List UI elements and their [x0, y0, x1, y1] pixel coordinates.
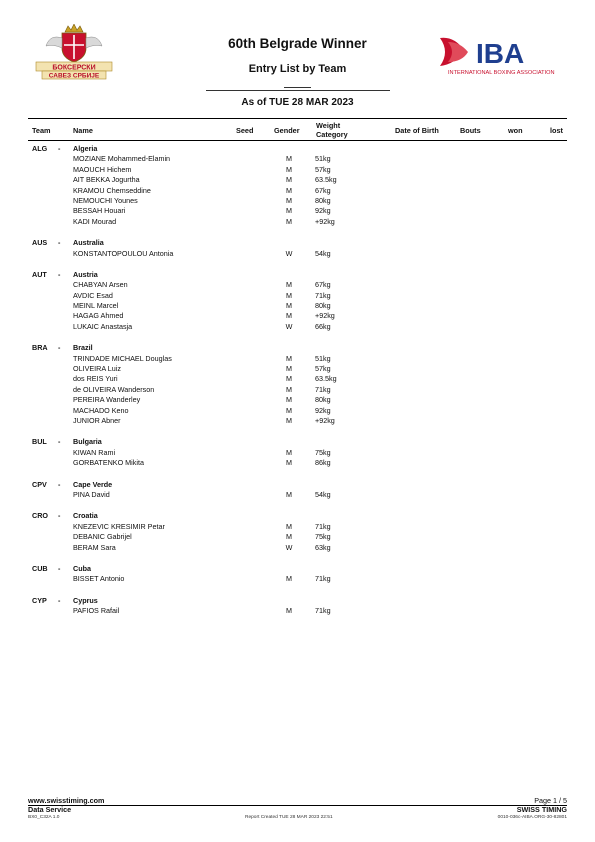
team-name: Cyprus — [73, 595, 98, 605]
column-header — [28, 118, 567, 141]
athlete-row: BERAM Sara W 63kg — [73, 542, 331, 552]
svg-text:IBA: IBA — [476, 38, 525, 69]
athlete-row: NEMOUCHI Younes M 80kg — [73, 195, 331, 205]
athlete-row: DEBANIC Gabrijel M 75kg — [73, 532, 331, 542]
team-name: Austria — [73, 269, 98, 279]
athlete-row: TRINDADE MICHAEL Douglas M 51kg — [73, 353, 331, 363]
report-code: BX0_C32A 1.0 — [28, 815, 60, 820]
athlete-row: JUNIOR Abner M +92kg — [73, 415, 335, 425]
svg-text:САВЕЗ СРБИЈЕ: САВЕЗ СРБИЈЕ — [48, 72, 100, 80]
iba-logo — [438, 34, 570, 76]
athlete-row: CHABYAN Arsen M 67kg — [73, 280, 331, 290]
athlete-row: KONSTANTOPOULOU Antonia W 54kg — [73, 248, 331, 258]
athlete-row: de OLIVEIRA Wanderson M 71kg — [73, 384, 331, 394]
svg-text:БОКСЕРСКИ: БОКСЕРСКИ — [52, 64, 96, 72]
data-service-label: Data Service — [28, 805, 72, 814]
team-block-aut — [28, 270, 567, 332]
team-block-cub — [28, 564, 567, 585]
athlete-row: PINA David M 54kg — [73, 489, 331, 499]
col-name: Name — [73, 126, 93, 135]
team-name: Brazil — [73, 343, 93, 353]
athlete-row: PEREIRA Wanderley M 80kg — [73, 395, 331, 405]
team-block-cyp — [28, 596, 567, 617]
footer-url[interactable]: www.swisstiming.com — [28, 796, 105, 805]
athlete-row: MEINL Marcel M 80kg — [73, 301, 331, 311]
as-of-date: As of TUE 28 MAR 2023 — [241, 97, 354, 108]
report-created: Report Created TUE 28 MAR 2023 22:51 — [245, 815, 333, 820]
team-row: ALG - Algeria — [32, 144, 98, 153]
athlete-row: MOZIANE Mohammed-Elamin M 51kg — [73, 154, 331, 164]
team-block-alg — [28, 144, 567, 227]
team-row: BRA - Brazil — [32, 343, 93, 353]
athlete-row: MAOUCH Hichem M 57kg — [73, 164, 331, 174]
team-code: CRO — [32, 511, 48, 521]
athlete-row: KRAMOU Chemseddine M 67kg — [73, 185, 331, 195]
team-name: Croatia — [73, 511, 98, 521]
team-block-aus — [28, 238, 567, 259]
team-code: CPV — [32, 479, 47, 489]
athlete-row: AIT BEKKA Jogurtha M 63.5kg — [73, 175, 337, 185]
footer-rule — [28, 805, 567, 806]
team-row: CRO - Croatia — [32, 511, 98, 521]
title-divider — [284, 87, 311, 88]
swiss-timing-label: SWISS TIMING — [516, 805, 567, 814]
col-won: won — [508, 126, 523, 135]
team-code: AUS — [32, 238, 48, 248]
team-name: Bulgaria — [73, 437, 102, 447]
col-lost: lost — [550, 126, 563, 135]
team-name: Cape Verde — [73, 479, 113, 489]
team-row: CYP - Cyprus — [32, 595, 98, 605]
team-block-cro — [28, 511, 567, 553]
team-block-bul — [28, 437, 567, 468]
athlete-row: PAFIOS Rafail M 71kg — [73, 606, 331, 616]
athlete-row: LUKAIC Anastasja W 66kg — [73, 321, 331, 331]
athlete-row: BISSET Antonio M 71kg — [73, 574, 331, 584]
athlete-row: KNEZEVIC KRESIMIR Petar M 71kg — [73, 521, 331, 531]
team-code: ALG — [32, 144, 48, 153]
team-name: Cuba — [73, 563, 91, 573]
team-row: CPV - Cape Verde — [32, 479, 113, 489]
athlete-row: HAGAG Ahmed M +92kg — [73, 311, 335, 321]
athlete-row: dos REIS Yuri M 63.5kg — [73, 374, 337, 384]
athlete-row: GORBATENKO Mikita M 86kg — [73, 458, 331, 468]
athlete-row: AVDIC Esad M 71kg — [73, 290, 331, 300]
page-number: Page 1 / 5 — [534, 796, 567, 805]
title-divider-wide — [206, 90, 390, 91]
col-dob: Date of Birth — [395, 126, 439, 135]
col-team: Team — [32, 126, 51, 135]
team-row: AUS - Australia — [32, 238, 104, 248]
athlete-row: OLIVEIRA Luiz M 57kg — [73, 364, 331, 374]
team-block-cpv — [28, 480, 567, 501]
athlete-row: KIWAN Rami M 75kg — [73, 447, 331, 457]
team-code: AUT — [32, 269, 47, 279]
team-row: CUB - Cuba — [32, 563, 91, 573]
team-code: BRA — [32, 343, 48, 353]
team-name: Algeria — [73, 144, 98, 153]
event-title: 60th Belgrade Winner — [228, 36, 367, 51]
col-seed: Seed — [236, 126, 254, 135]
team-row: BUL - Bulgaria — [32, 437, 102, 447]
athlete-row: BESSAH Houari M 92kg — [73, 206, 331, 216]
document-code: 0010-036c-AIBA.ORG-30-82801 — [497, 815, 567, 820]
svg-text:INTERNATIONAL BOXING ASSOCIATI: INTERNATIONAL BOXING ASSOCIATION — [448, 70, 555, 76]
entry-list — [28, 144, 567, 616]
team-name: Australia — [73, 238, 104, 248]
athlete-row: MACHADO Keno M 92kg — [73, 405, 331, 415]
col-gender: Gender — [274, 126, 300, 135]
athlete-row: KADI Mourad M +92kg — [73, 216, 335, 226]
team-block-bra — [28, 343, 567, 426]
col-weight: Weight Category — [316, 121, 348, 139]
col-bouts: Bouts — [460, 126, 481, 135]
team-code: BUL — [32, 437, 47, 447]
team-row: AUT - Austria — [32, 269, 98, 279]
team-code: CUB — [32, 563, 48, 573]
team-code: CYP — [32, 595, 47, 605]
report-title: Entry List by Team — [248, 63, 347, 75]
